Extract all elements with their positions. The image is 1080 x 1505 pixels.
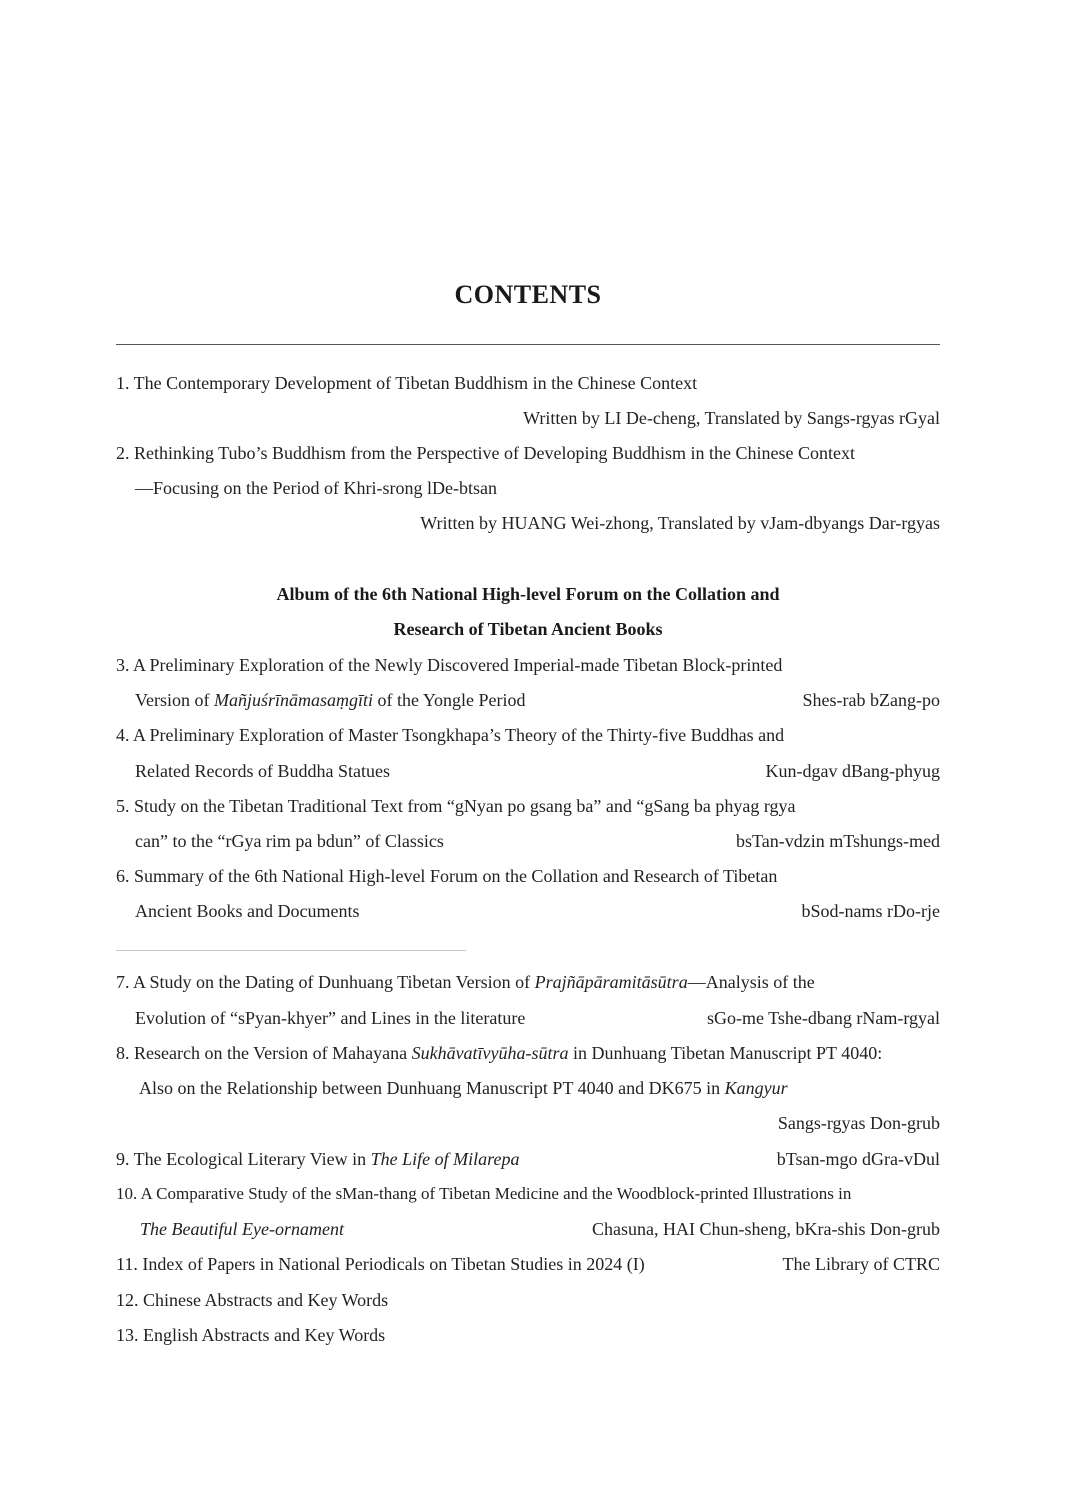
- toc-entry-3-title: [116, 651, 940, 679]
- toc-entry-11-title-text: 11. Index of Papers in National Periodicals on Tibetan Studies in 2024 (I): [116, 1254, 645, 1274]
- toc-entry-7-author: sGo-me Tshe-dbang rNam-rgyal: [706, 1008, 940, 1028]
- toc-entry-8-author-line: [116, 1109, 940, 1137]
- toc-entry-8-author: Sangs-rgyas Don-grub: [777, 1113, 940, 1133]
- toc-entry-5-line-2: [116, 827, 940, 855]
- title-divider: [116, 344, 940, 345]
- toc-entry-10-line-2: [116, 1215, 940, 1243]
- toc-entry-8-line-2: [116, 1074, 940, 1102]
- toc-entry-3-title-cont: [116, 686, 526, 714]
- toc-entry-5-title-text: 5. Study on the Tibetan Traditional Text from “gNyan po gsang ba” and “gSang ba phyag rgya: [116, 796, 796, 816]
- toc-entry-9-title-italic: The Life of Milarepa: [370, 1149, 520, 1169]
- toc-entry-4-line-2: [116, 757, 940, 785]
- toc-entry-10-title-text: 10. A Comparative Study of the sMan-thang of Tibetan Medicine and the Woodblock-printed Illustrations in: [116, 1184, 852, 1203]
- toc-entry-4-author: Kun-dgav dBang-phyug: [765, 761, 940, 781]
- toc-entry-6-title: [116, 862, 940, 890]
- toc-entry-8-title-cont-italic: Kangyur: [724, 1078, 788, 1098]
- toc-entry-6-author: bSod-nams rDo-rje: [801, 901, 940, 921]
- toc-entry-8-title-cont-pre: Also on the Relationship between Dunhuang Manuscript PT 4040 and DK675 in: [139, 1078, 725, 1098]
- toc-entry-5-title: [116, 792, 940, 820]
- toc-entry-9-author: bTsan-mgo dGra-vDul: [776, 1149, 940, 1169]
- toc-entry-12-title-text: 12. Chinese Abstracts and Key Words: [116, 1290, 389, 1310]
- toc-entry-7-title-post: —Analysis of the: [687, 972, 815, 992]
- toc-entry-7-title-italic: Prajñāpāramitāsūtra: [534, 972, 688, 992]
- toc-entry-7-line-2: [116, 1004, 940, 1032]
- toc-entry-6-title-cont: Ancient Books and Documents: [135, 901, 360, 921]
- toc-entry-7-title-cont: Evolution of “sPyan-khyer” and Lines in the literature: [135, 1008, 526, 1028]
- toc-entry-6-line-2: [116, 897, 940, 925]
- toc-entry-3-line-2: [116, 686, 940, 714]
- toc-entry-1-title-text: 1. The Contemporary Development of Tibetan Buddhism in the Chinese Context: [116, 373, 698, 393]
- toc-entry-10-title-italic: The Beautiful Eye-ornament: [140, 1219, 344, 1239]
- page-title: CONTENTS: [454, 280, 602, 309]
- toc-entry-1-author-line: [116, 404, 940, 432]
- toc-entry-12-title: [116, 1286, 940, 1314]
- toc-entry-7-title-text: [116, 968, 815, 996]
- toc-entry-1-author: Written by LI De-cheng, Translated by Sangs-rgyas rGyal: [523, 408, 940, 428]
- toc-entry-9-title: [116, 1145, 940, 1173]
- toc-entry-8-title-italic: Sukhāvatīvyūha-sūtra: [411, 1043, 569, 1063]
- toc-entry-10-title: [116, 1180, 940, 1208]
- album-heading-line-1: Album of the 6th National High-level Forum on the Collation and: [276, 584, 780, 604]
- toc-entry-3-author: Shes-rab bZang-po: [802, 690, 940, 710]
- toc-entry-9-title-pre: 9. The Ecological Literary View in: [116, 1149, 371, 1169]
- album-heading-line-2: Research of Tibetan Ancient Books: [393, 619, 663, 639]
- toc-entry-2-subtitle-text: —Focusing on the Period of Khri-srong lDe-btsan: [135, 478, 497, 498]
- toc-entry-4-title-cont: Related Records of Buddha Statues: [135, 761, 390, 781]
- toc-entry-8-title-pre: 8. Research on the Version of Mahayana: [116, 1043, 412, 1063]
- toc-entry-3-title-cont-pre: Version of: [135, 690, 214, 710]
- toc-entry-5-title-cont: can” to the “rGya rim pa bdun” of Classics: [135, 831, 444, 851]
- toc-entry-13-title-text: 13. English Abstracts and Key Words: [116, 1325, 386, 1345]
- toc-entry-2-title-text: 2. Rethinking Tubo’s Buddhism from the Perspective of Developing Buddhism in the Chinese Context: [116, 443, 855, 463]
- toc-entry-2-author-line: [116, 509, 940, 537]
- toc-entry-4-title-text: 4. A Preliminary Exploration of Master Tsongkhapa’s Theory of the Thirty-five Buddhas and: [116, 725, 785, 745]
- toc-entry-8-title-cont: [116, 1074, 788, 1102]
- section-divider: [116, 950, 466, 951]
- toc-entry-8-title-text: [116, 1039, 882, 1067]
- toc-entry-4-title: [116, 721, 940, 749]
- toc-entry-5-author: bsTan-vdzin mTshungs-med: [736, 831, 940, 851]
- toc-entry-3-title-italic: Mañjuśrīnāmasaṃgīti: [214, 690, 374, 710]
- toc-entry-3-title-cont-post: of the Yongle Period: [373, 690, 526, 710]
- toc-entry-10-author: Chasuna, HAI Chun-sheng, bKra-shis Don-grub: [592, 1219, 940, 1239]
- toc-entry-2-author: Written by HUANG Wei-zhong, Translated by vJam-dbyangs Dar-rgyas: [420, 513, 940, 533]
- toc-entry-3-title-text: 3. A Preliminary Exploration of the Newly Discovered Imperial-made Tibetan Block-printed: [116, 655, 783, 675]
- toc-entry-11-author: The Library of CTRC: [782, 1254, 940, 1274]
- toc-entry-13-title: [116, 1321, 940, 1349]
- toc-entry-11-title: [116, 1250, 940, 1278]
- toc-entry-10-title-cont: [116, 1215, 344, 1243]
- toc-entry-6-title-text: 6. Summary of the 6th National High-level Forum on the Collation and Research of Tibetan: [116, 866, 778, 886]
- toc-entry-7-title: [116, 968, 940, 996]
- toc-entry-1-title: [116, 369, 940, 397]
- toc-entry-8-title: [116, 1039, 940, 1067]
- toc-entry-9-title-text: [116, 1145, 520, 1173]
- toc-entry-2-title: [116, 439, 940, 467]
- toc-entry-2-subtitle: [116, 474, 940, 502]
- toc-entry-8-title-post: in Dunhuang Tibetan Manuscript PT 4040:: [568, 1043, 883, 1063]
- toc-entry-7-title-pre: 7. A Study on the Dating of Dunhuang Tibetan Version of: [116, 972, 535, 992]
